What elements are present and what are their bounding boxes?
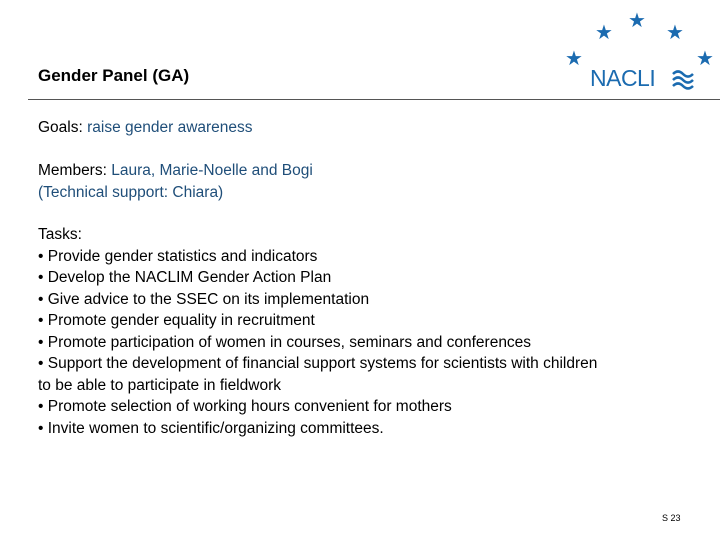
task-item: • Develop the NACLIM Gender Action Plan: [38, 269, 332, 286]
members-line: [38, 160, 313, 182]
task-item: • Promote gender equality in recruitment: [38, 312, 315, 329]
slide-title: Gender Panel (GA): [38, 66, 190, 85]
members-label: Members:: [38, 162, 107, 179]
technical-support: (Technical support: Chiara): [38, 183, 224, 201]
goals-value: raise gender awareness: [82, 119, 253, 136]
goals-line: [38, 117, 253, 139]
star-icon: ★: [628, 10, 646, 32]
task-item: • Provide gender statistics and indicators: [38, 247, 318, 265]
logo-text: NACLI: [590, 65, 656, 91]
star-icon: ★: [666, 22, 684, 44]
goals-label: Goals:: [38, 119, 83, 136]
task-item: • Invite women to scientific/organizing committees.: [38, 419, 384, 437]
naclim-logo: [558, 8, 720, 98]
members-value: Laura, Marie-Noelle and Bogi: [106, 162, 313, 179]
star-icon: ★: [696, 48, 714, 70]
title-rule: [28, 99, 720, 100]
task-item: • Support the development of financial support systems for scientists with children: [38, 355, 598, 372]
task-item: • Promote participation of women in courses, seminars and conferences: [38, 333, 532, 351]
star-icon: ★: [565, 48, 583, 70]
task-item-continuation: to be able to participate in fieldwork: [38, 376, 281, 394]
star-icon: ★: [595, 22, 613, 44]
page-number: S 23: [662, 513, 681, 523]
wave-icon: [671, 68, 695, 90]
members-block: [38, 160, 313, 203]
task-item: • Promote selection of working hours convenient for mothers: [38, 398, 452, 415]
tasks-label: Tasks:: [38, 226, 82, 243]
tasks-block: [38, 224, 597, 439]
task-item: • Give advice to the SSEC on its implementation: [38, 290, 370, 308]
